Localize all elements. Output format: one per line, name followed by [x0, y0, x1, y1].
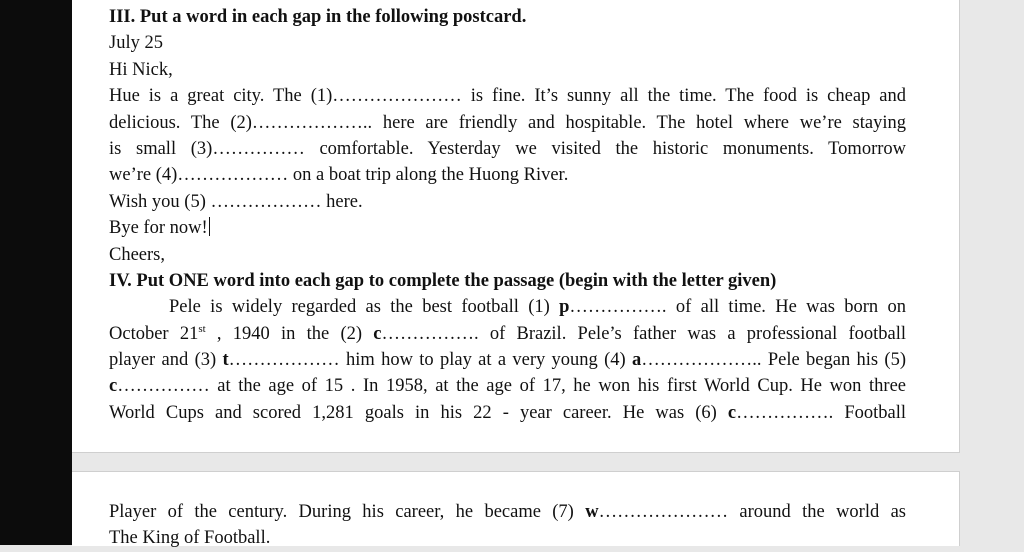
- postcard-wish-line: Wish you (5) ……………… here.: [109, 191, 363, 212]
- gap-letter: c: [109, 376, 118, 397]
- postcard-cheers: Cheers,: [109, 244, 165, 265]
- text-cursor: [209, 217, 210, 236]
- left-dark-panel: [0, 0, 72, 545]
- postcard-line-2: delicious. The (2)……………….. here are friendly and hospitable. The hotel where we’re staying: [109, 112, 906, 133]
- passage-line-5: [109, 400, 906, 426]
- passage-text: …………… at the age of 15 . In 1958, at the age of 17, he won his first World Cup. He won three: [117, 376, 906, 397]
- passage-line-1: [109, 294, 906, 320]
- passage-text: Pele is widely regarded as the best football (1): [169, 297, 560, 318]
- passage-text: , 1940 in the (2): [205, 323, 374, 344]
- page-content-next: [109, 499, 906, 552]
- passage-line-3: [109, 347, 906, 373]
- ordinal-suffix: st: [198, 322, 206, 335]
- passage-text: October 21: [109, 323, 199, 344]
- passage-line-4: [109, 373, 906, 399]
- postcard-line-3: is small (3)…………… comfortable. Yesterday we visited the historic monuments. Tomorrow: [109, 138, 906, 159]
- gap-letter: c: [373, 323, 382, 344]
- passage-text: World Cups and scored 1,281 goals in his 22 - year career. He was (6): [109, 402, 728, 423]
- postcard-line-4: we’re (4)……………… on a boat trip along the Huong River.: [109, 165, 569, 186]
- gap-letter: w: [585, 502, 599, 522]
- gap-letter: c: [727, 402, 737, 423]
- right-margin-area: [960, 0, 1024, 545]
- passage-text: ……………. Football: [736, 402, 906, 423]
- postcard-bye: [109, 215, 906, 241]
- passage-text: ……………….. Pele began his (5): [641, 350, 907, 371]
- passage-text: ……………… him how to play at a very young (4): [228, 350, 633, 371]
- postcard-line-1: Hue is a great city. The (1)………………… is fine. It’s sunny all the time. The food is cheap and: [109, 86, 906, 107]
- passage-text: ……………. of all time. He was born on: [569, 297, 906, 318]
- passage-text: ………………… around the world as: [598, 502, 906, 522]
- page-content: [109, 4, 906, 426]
- section-4-heading: IV. Put ONE word into each gap to complete the passage (begin with the letter given): [109, 270, 777, 291]
- postcard-date: July 25: [109, 33, 163, 54]
- bye-text: Bye for now!: [109, 218, 208, 239]
- passage-text: player and (3): [109, 350, 223, 371]
- postcard-greeting: Hi Nick,: [109, 59, 173, 80]
- passage-text: Player of the century. During his career, he became (7): [109, 502, 586, 522]
- document-page: [72, 0, 960, 453]
- document-page-next: [72, 471, 960, 549]
- gap-letter: a: [632, 350, 642, 371]
- page-break-gap: [72, 453, 960, 471]
- passage-line-7: The King of Football.: [109, 528, 271, 549]
- passage-line-6: [109, 499, 906, 525]
- passage-text: ……………. of Brazil. Pele’s father was a professional football: [381, 323, 906, 344]
- passage-line-2: [109, 321, 906, 347]
- gap-letter: p: [559, 297, 570, 318]
- gap-letter: t: [222, 350, 229, 371]
- section-3-heading: III. Put a word in each gap in the following postcard.: [109, 7, 527, 27]
